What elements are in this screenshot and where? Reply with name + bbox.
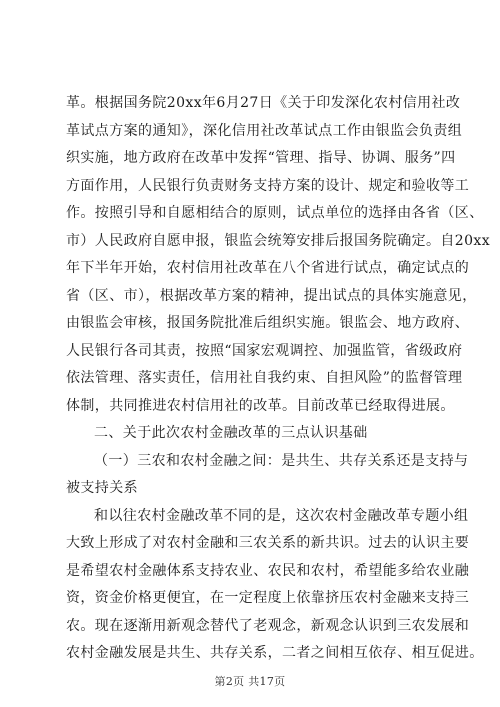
body-line: 依法管理、落实责任，信用社自我约束、自担风险”的监督管理	[66, 370, 463, 386]
body-line: 和以往农村金融改革不同的是，这次农村金融改革专题小组	[94, 507, 469, 524]
body-line: 作。按照引导和自愿相结合的原则，试点单位的选择由各省（区、	[66, 205, 484, 221]
document-body	[66, 90, 491, 668]
body-line: 体制，共同推进农村信用社的改革。目前改革已经取得进展。	[66, 397, 455, 414]
body-line: 大致上形成了对农村金融和三农关系的新共识。过去的认识主要	[66, 535, 470, 551]
body-line: 方面作用，人民银行负责财务支持方案的设计、规定和验收等工	[66, 177, 470, 194]
body-line: 市）人民政府自愿申报，银监会统筹安排后报国务院确定。自20xx	[66, 232, 491, 249]
body-line: 年下半年开始，农村信用社改革在八个省进行试点，确定试点的	[66, 260, 470, 276]
body-line: 由银监会审核，报国务院批准后组织实施。银监会、地方政府、	[66, 315, 470, 331]
body-line: 农。现在逐渐用新观念替代了老观念，新观念认识到三农发展和	[66, 617, 470, 634]
body-line: 资，资金价格更便宜，在一定程度上依靠挤压农村金融来支持三	[66, 590, 470, 606]
body-line: 人民银行各司其责，按照“国家宏观调控、加强监管，省级政府	[66, 342, 463, 359]
body-line: 革。根据国务院20xx年6月27日《关于印发深化农村信用社改	[66, 95, 461, 111]
body-line: 是希望农村金融体系支持农业、农民和农村，希望能多给农业融	[66, 562, 470, 579]
body-line: 织实施，地方政府在改革中发挥“管理、指导、协调、服务”四	[66, 150, 456, 166]
body-line: 省（区、市），根据改革方案的精神，提出试点的具体实施意见，	[66, 287, 477, 304]
subsection-heading-continued: 被支持关系	[66, 480, 138, 496]
section-heading: 二、关于此次农村金融改革的三点认识基础	[94, 425, 368, 441]
body-line: 农村金融发展是共生、共存关系，二者之间相互依存、相互促进。	[66, 645, 484, 661]
subsection-heading: （一）三农和农村金融之间：是共生、共存关系还是支持与	[94, 452, 469, 469]
body-line: 革试点方案的通知》，深化信用社改革试点工作由银监会负责组	[66, 122, 463, 139]
page-number-footer: 第2页 共17页	[214, 675, 286, 688]
